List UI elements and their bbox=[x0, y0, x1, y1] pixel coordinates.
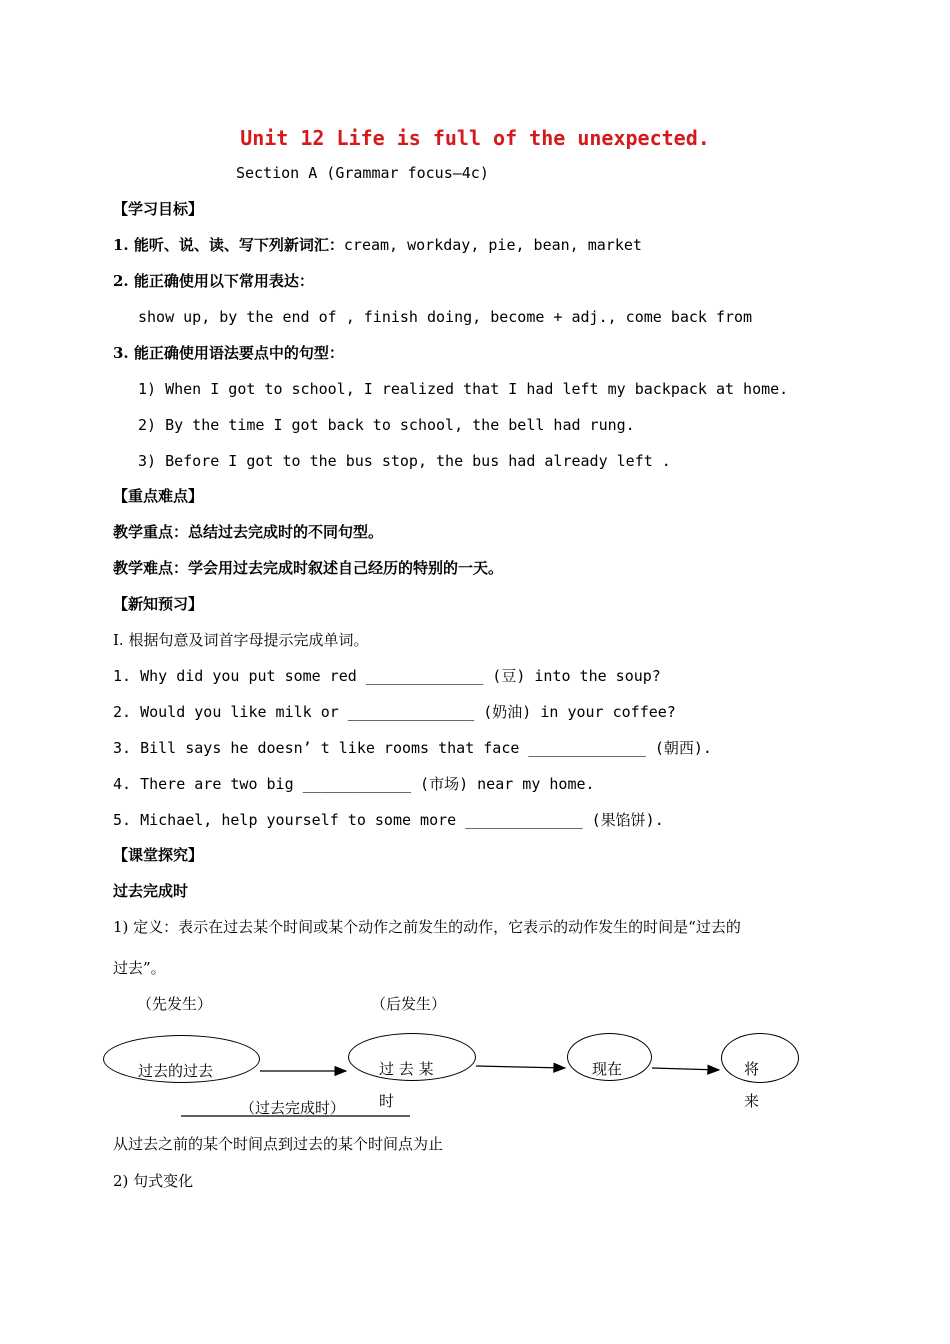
vocab-words: cream, workday, pie, bean, market bbox=[343, 236, 642, 254]
preview-instruction: I. 根据句意及词首字母提示完成单词。 bbox=[113, 631, 369, 649]
section-subtitle: Section A (Grammar focus—4c) bbox=[236, 164, 489, 182]
node-past-of-past-label: 过去的过去 bbox=[138, 1062, 214, 1080]
heading-preview: 【新知预习】 bbox=[113, 595, 204, 613]
sentence-pattern-item: 2) 句式变化 bbox=[113, 1172, 194, 1190]
arrow-2 bbox=[476, 1066, 565, 1068]
definition-line-2: 过去”。 bbox=[113, 959, 166, 977]
label-happened-first: （先发生） bbox=[137, 995, 213, 1013]
node-past-moment-label-1: 过 去 某 bbox=[379, 1060, 434, 1078]
node-future-label-1: 将 bbox=[744, 1060, 760, 1078]
past-perfect-span-label: （过去完成时） bbox=[240, 1099, 346, 1117]
expressions-list: show up, by the end of , finish doing, become + adj., come back from bbox=[138, 308, 753, 326]
topic-past-perfect: 过去完成时 bbox=[113, 882, 189, 900]
arrow-3 bbox=[652, 1068, 719, 1070]
teaching-focus: 教学重点：总结过去完成时的不同句型。 bbox=[113, 523, 384, 541]
fill-blank-item-4: 4. There are two big ____________ (市场) near my home. bbox=[113, 775, 595, 793]
definition-line-1: 1) 定义：表示在过去某个时间或某个动作之前发生的动作，它表示的动作发生的时间是“过去的 bbox=[113, 918, 741, 936]
span-note: 从过去之前的某个时间点到过去的某个时间点为止 bbox=[113, 1135, 444, 1153]
heading-explore: 【课堂探究】 bbox=[113, 846, 204, 864]
fill-blank-item-1: 1. Why did you put some red _____________ (豆) into the soup? bbox=[113, 667, 661, 685]
teaching-difficulty: 教学难点：学会用过去完成时叙述自己经历的特别的一天。 bbox=[113, 559, 504, 577]
label-happened-later: （后发生） bbox=[371, 995, 447, 1013]
fill-blank-item-5: 5. Michael, help yourself to some more _____________ (果馅饼). bbox=[113, 811, 664, 829]
fill-blank-item-2: 2. Would you like milk or ______________ (奶油) in your coffee? bbox=[113, 703, 676, 721]
objective-1-label: 1. 能听、说、读、写下列新词汇： bbox=[113, 236, 344, 254]
node-past-moment-label-2: 时 bbox=[379, 1092, 395, 1110]
node-present-label: 现在 bbox=[592, 1060, 623, 1078]
node-future-label-2: 来 bbox=[744, 1092, 760, 1110]
fill-blank-item-3: 3. Bill says he doesn’ t like rooms that face _____________ (朝西). bbox=[113, 739, 712, 757]
grammar-sentence-3: 3) Before I got to the bus stop, the bus had already left . bbox=[138, 452, 671, 470]
objective-item-2: 2. 能正确使用以下常用表达： bbox=[113, 272, 314, 290]
grammar-sentence-2: 2) By the time I got back to school, the bell had rung. bbox=[138, 416, 635, 434]
objective-item-3: 3. 能正确使用语法要点中的句型： bbox=[113, 344, 344, 362]
heading-objectives: 【学习目标】 bbox=[113, 200, 204, 218]
heading-key-points: 【重点难点】 bbox=[113, 487, 204, 505]
grammar-sentence-1: 1) When I got to school, I realized that I had left my backpack at home. bbox=[138, 380, 789, 398]
document-title: Unit 12 Life is full of the unexpected. bbox=[240, 126, 710, 150]
